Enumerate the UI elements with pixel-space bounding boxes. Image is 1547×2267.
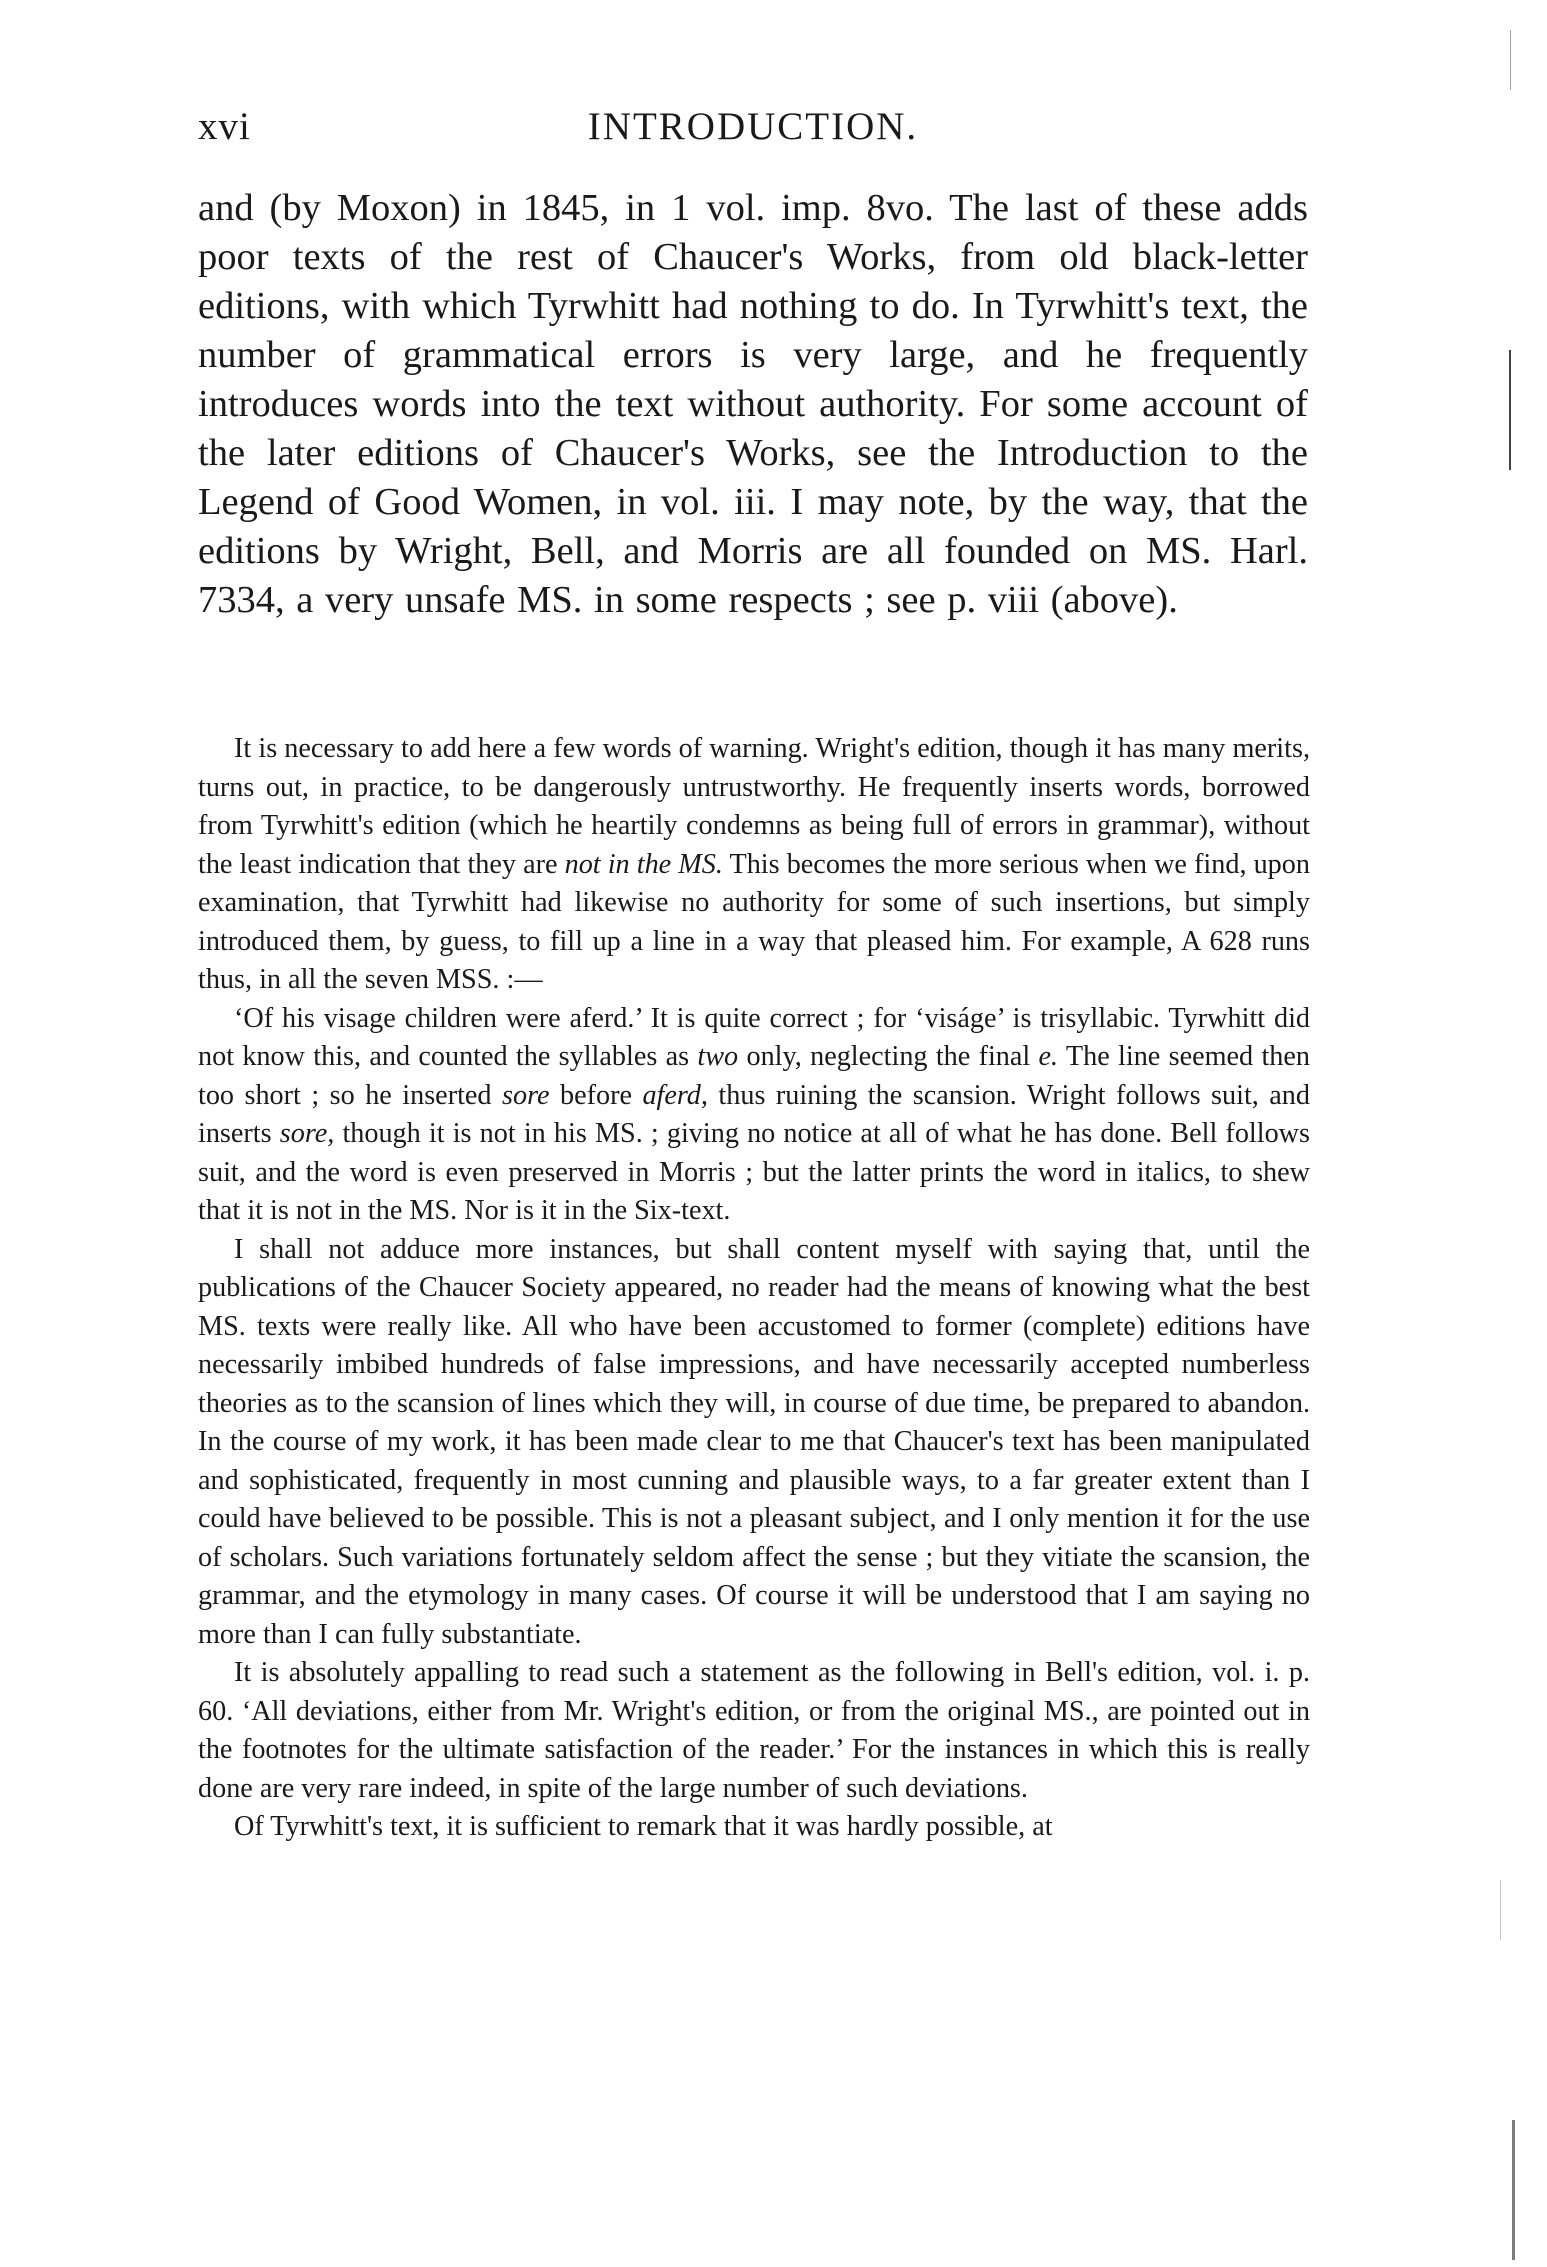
chapter-title: INTRODUCTION. <box>587 105 919 148</box>
warning-paragraph <box>198 730 1310 1000</box>
example-italic-4: aferd, <box>642 1079 708 1111</box>
example-text-1: ‘Of his visage children were aferd.’ It is quite correct ; for ‘viságe’ is trisyllabic. Tyrwhitt did not know this, and counted the syllables as <box>198 1002 1310 1072</box>
scan-edge-mark <box>1512 2120 1515 2260</box>
continued-paragraph: and (by Moxon) in 1845, in 1 vol. imp. 8vo. The last of these adds poor texts of the rest of Chaucer's Works, from old black-letter editions, with which Tyrwhitt had nothing to do. In Tyrwhitt's text, the number of grammatical errors is very large, and he frequently introduces words into the text without authority. For some account of the later editions of Chaucer's Works, see the Introduction to the Legend of Good Women, in vol. iii. I may note, by the way, that the editions by Wright, Bell, and Morris are all founded on MS. Harl. 7334, a very unsafe MS. in some respects ; see p. viii (above). <box>198 187 1308 621</box>
scan-edge-mark <box>1509 350 1511 470</box>
bell-paragraph: It is absolutely appalling to read such a statement as the following in Bell's edition, vol. i. p. 60. ‘All deviations, either from Mr. Wright's edition, or from the original MS., are pointed out in the footnotes for the ultimate satisfaction of the reader.’ For the instances in which this is really done are very rare indeed, in spite of the large number of such deviations. <box>198 1657 1310 1804</box>
scan-edge-mark <box>1500 1880 1501 1940</box>
example-text-3: The line seemed then too short ; so he inserted <box>198 1041 1310 1111</box>
example-text-2: only, neglecting the final <box>738 1041 1039 1072</box>
example-text-6: though it is not in his MS. ; giving no notice at all of what he has done. Bell follows suit, and the word is even preserved in Morris ; but the latter prints the word in italics, to shew that it is not in the MS. Nor is it in the Six-text. <box>198 1118 1310 1226</box>
page-number: xvi <box>198 105 251 148</box>
example-italic-5: sore, <box>279 1118 335 1149</box>
example-italic-1: two <box>697 1041 739 1072</box>
running-head <box>198 104 1308 160</box>
scan-edge-mark <box>1510 30 1511 90</box>
example-paragraph <box>198 1000 1310 1231</box>
adduce-paragraph: I shall not adduce more instances, but shall content myself with saying that, until the publications of the Chaucer Society appeared, no reader had the means of knowing what the best MS. texts were really like. All who have been accustomed to former (complete) editions have necessarily imbibed hundreds of false impressions, and have necessarily accepted numberless theories as to the scansion of lines which they will, in course of due time, be prepared to abandon. In the course of my work, it has been made clear to me that Chaucer's text has been manipulated and sophisticated, frequently in most cunning and plausible ways, to a far greater extent than I could have believed to be possible. This is not a pleasant subject, and I only mention it for the use of scholars. Such variations fortunately seldom affect the sense ; but they vitiate the scansion, the grammar, and the etymology in many cases. Of course it will be understood that I am saying no more than I can fully substantiate. <box>198 1233 1310 1650</box>
notes-section <box>198 730 1310 1847</box>
warning-text-1: It is necessary to add here a few words of warning. Wright's edition, though it has many merits, turns out, in practice, to be dangerously untrustworthy. He frequently inserts words, borrowed from Tyrwhitt's edition (which he heartily condemns as being full of errors in grammar), without the least indication that they are <box>198 733 1310 880</box>
example-italic-2: e. <box>1038 1041 1059 1072</box>
example-text-4: before <box>549 1079 643 1111</box>
example-italic-3: sore <box>502 1079 550 1111</box>
example-text-5: thus ruining the scansion. Wright follows suit, and inserts <box>198 1079 1310 1149</box>
warning-italic: not in the MS. <box>564 848 723 880</box>
tyrwhitt-paragraph: Of Tyrwhitt's text, it is sufficient to remark that it was hardly possible, at <box>234 1811 1053 1842</box>
warning-text-2: This becomes the more serious when we find, upon examination, that Tyrwhitt had likewise no authority for some of such insertions, but simply introduced them, by guess, to fill up a line in a way that pleased him. For example, A 628 runs thus, in all the seven MSS. :— <box>198 848 1310 995</box>
